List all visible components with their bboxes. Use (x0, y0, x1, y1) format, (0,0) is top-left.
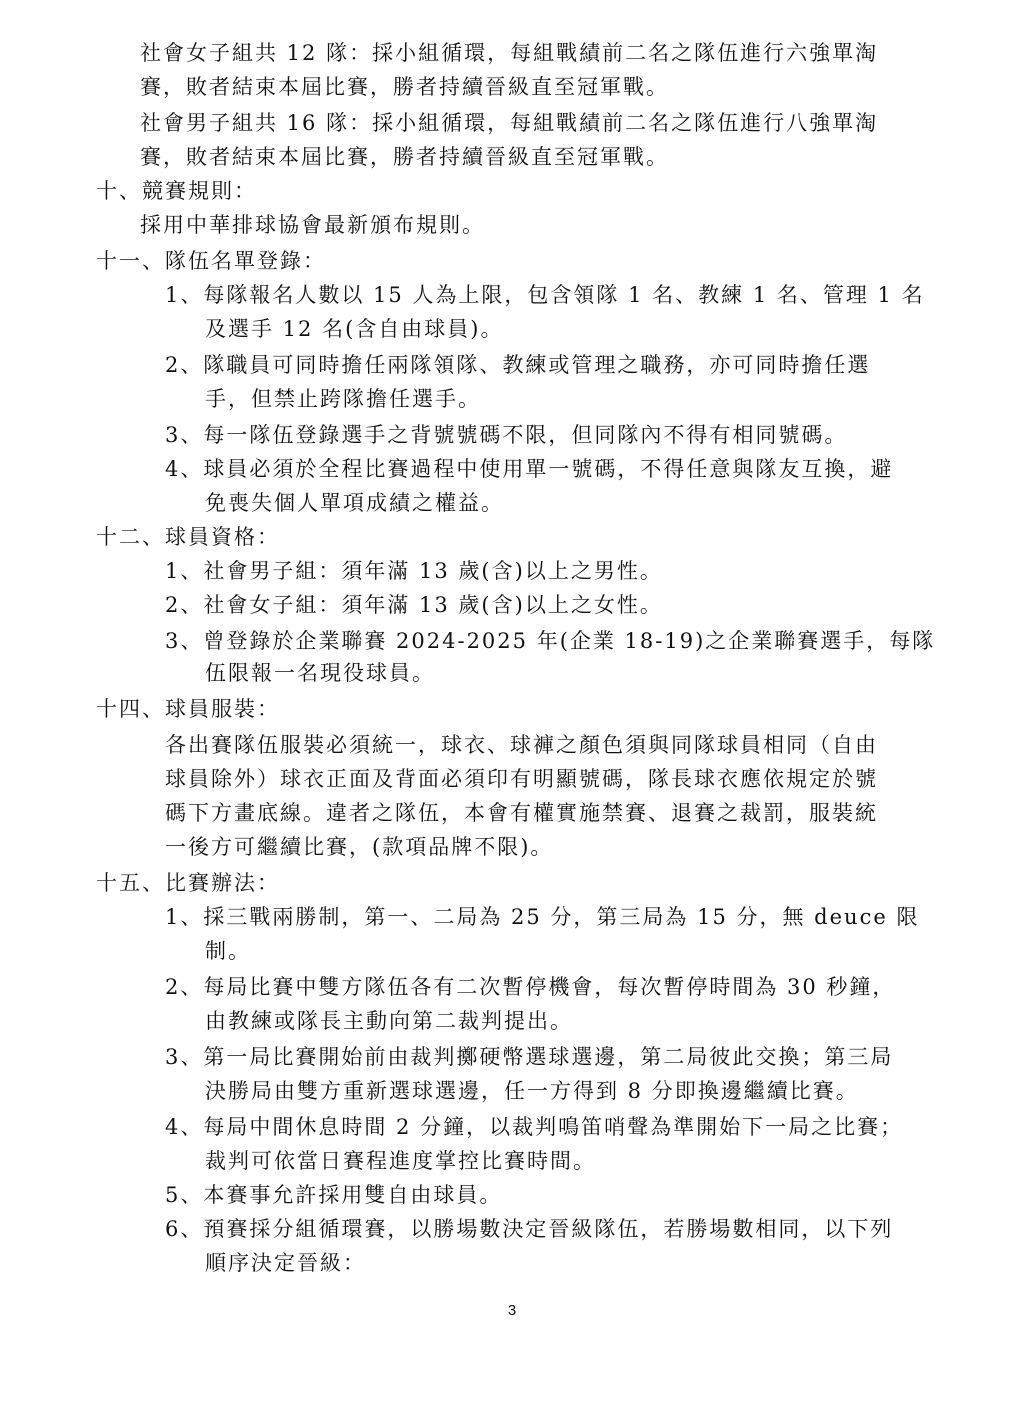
section-15-item-3-line-2: 決勝局由雙方重新選球選邊，任一方得到 8 分即換邊繼續比賽。 (205, 1079, 859, 1103)
section-15-item-4-line-1: 4、每局中間休息時間 2 分鐘，以裁判鳴笛哨聲為準開始下一局之比賽； (165, 1115, 904, 1139)
section-15-item-2-line-2: 由教練或隊長主動向第二裁判提出。 (205, 1009, 573, 1033)
section-15-item-6-line-2: 順序決定晉級： (205, 1251, 366, 1275)
section-11-item-1-line-1: 1、每隊報名人數以 15 人為上限，包含領隊 1 名、教練 1 名、管理 1 名 (165, 283, 925, 307)
section-12-heading: 十二、球員資格： (96, 525, 280, 549)
section-12-item-2-line-1: 2、社會女子組：須年滿 13 歲(含)以上之女性。 (165, 593, 663, 617)
section-15-item-1-line-1: 1、採三戰兩勝制，第一、二局為 25 分，第三局為 15 分，無 deuce 限 (165, 905, 920, 929)
section-15-item-2-line-1: 2、每局比賽中雙方隊伍各有二次暫停機會，每次暫停時間為 30 秒鐘， (165, 975, 896, 999)
men-group-line-1: 社會男子組共 16 隊：採小組循環，每組戰績前二名之隊伍進行八強單淘 (140, 111, 879, 135)
page-number: 3 (507, 1302, 517, 1319)
section-11-heading: 十一、隊伍名單登錄： (96, 249, 326, 273)
section-14-body-line-2: 球員除外）球衣正面及背面必須印有明顯號碼，隊長球衣應依規定於號 (165, 767, 878, 791)
section-15-heading: 十五、比賽辦法： (96, 871, 280, 895)
section-10-heading: 十、競賽規則： (96, 179, 257, 203)
section-14-body-line-1: 各出賽隊伍服裝必須統一，球衣、球褲之顏色須與同隊球員相同（自由 (165, 733, 878, 757)
section-10-body: 採用中華排球協會最新頒布規則。 (140, 213, 485, 237)
section-12-item-3-line-2: 伍限報一名現役球員。 (205, 661, 435, 685)
section-15-item-5-line-1: 5、本賽事允許採用雙自由球員。 (165, 1183, 503, 1207)
section-11-item-4-line-2: 免喪失個人單項成績之權益。 (205, 491, 504, 515)
section-15-item-3-line-1: 3、第一局比賽開始前由裁判擲硬幣選球選邊，第二局彼此交換；第三局 (165, 1045, 894, 1069)
section-12-item-3-line-1: 3、曾登錄於企業聯賽 2024-2025 年(企業 18-19)之企業聯賽選手，每隊 (165, 629, 936, 653)
section-11-item-4-line-1: 4、球員必須於全程比賽過程中使用單一號碼，不得任意與隊友互換，避 (165, 457, 894, 481)
section-14-heading: 十四、球員服裝： (96, 697, 280, 721)
women-group-line-1: 社會女子組共 12 隊：採小組循環，每組戰績前二名之隊伍進行六強單淘 (140, 41, 879, 65)
section-12-item-1-line-1: 1、社會男子組：須年滿 13 歲(含)以上之男性。 (165, 559, 663, 583)
section-11-item-2-line-1: 2、隊職員可同時擔任兩隊領隊、教練或管理之職務，亦可同時擔任選 (165, 353, 871, 377)
section-14-body-line-3: 碼下方畫底線。違者之隊伍，本會有權實施禁賽、退賽之裁罰，服裝統 (165, 801, 878, 825)
section-15-item-1-line-2: 制。 (205, 939, 251, 963)
women-group-line-2: 賽，敗者結束本屆比賽，勝者持續晉級直至冠軍戰。 (140, 75, 669, 99)
section-11-item-2-line-2: 手，但禁止跨隊擔任選手。 (205, 387, 481, 411)
section-14-body-line-4: 一後方可繼續比賽，(款項品牌不限)。 (165, 835, 554, 859)
section-11-item-3-line-1: 3、每一隊伍登錄選手之背號號碼不限，但同隊內不得有相同號碼。 (165, 423, 848, 447)
section-15-item-4-line-2: 裁判可依當日賽程進度掌控比賽時間。 (205, 1149, 596, 1173)
section-15-item-6-line-1: 6、預賽採分組循環賽，以勝場數決定晉級隊伍，若勝場數相同，以下列 (165, 1217, 894, 1241)
section-11-item-1-line-2: 及選手 12 名(含自由球員)。 (205, 317, 504, 341)
men-group-line-2: 賽，敗者結束本屆比賽，勝者持續晉級直至冠軍戰。 (140, 145, 669, 169)
